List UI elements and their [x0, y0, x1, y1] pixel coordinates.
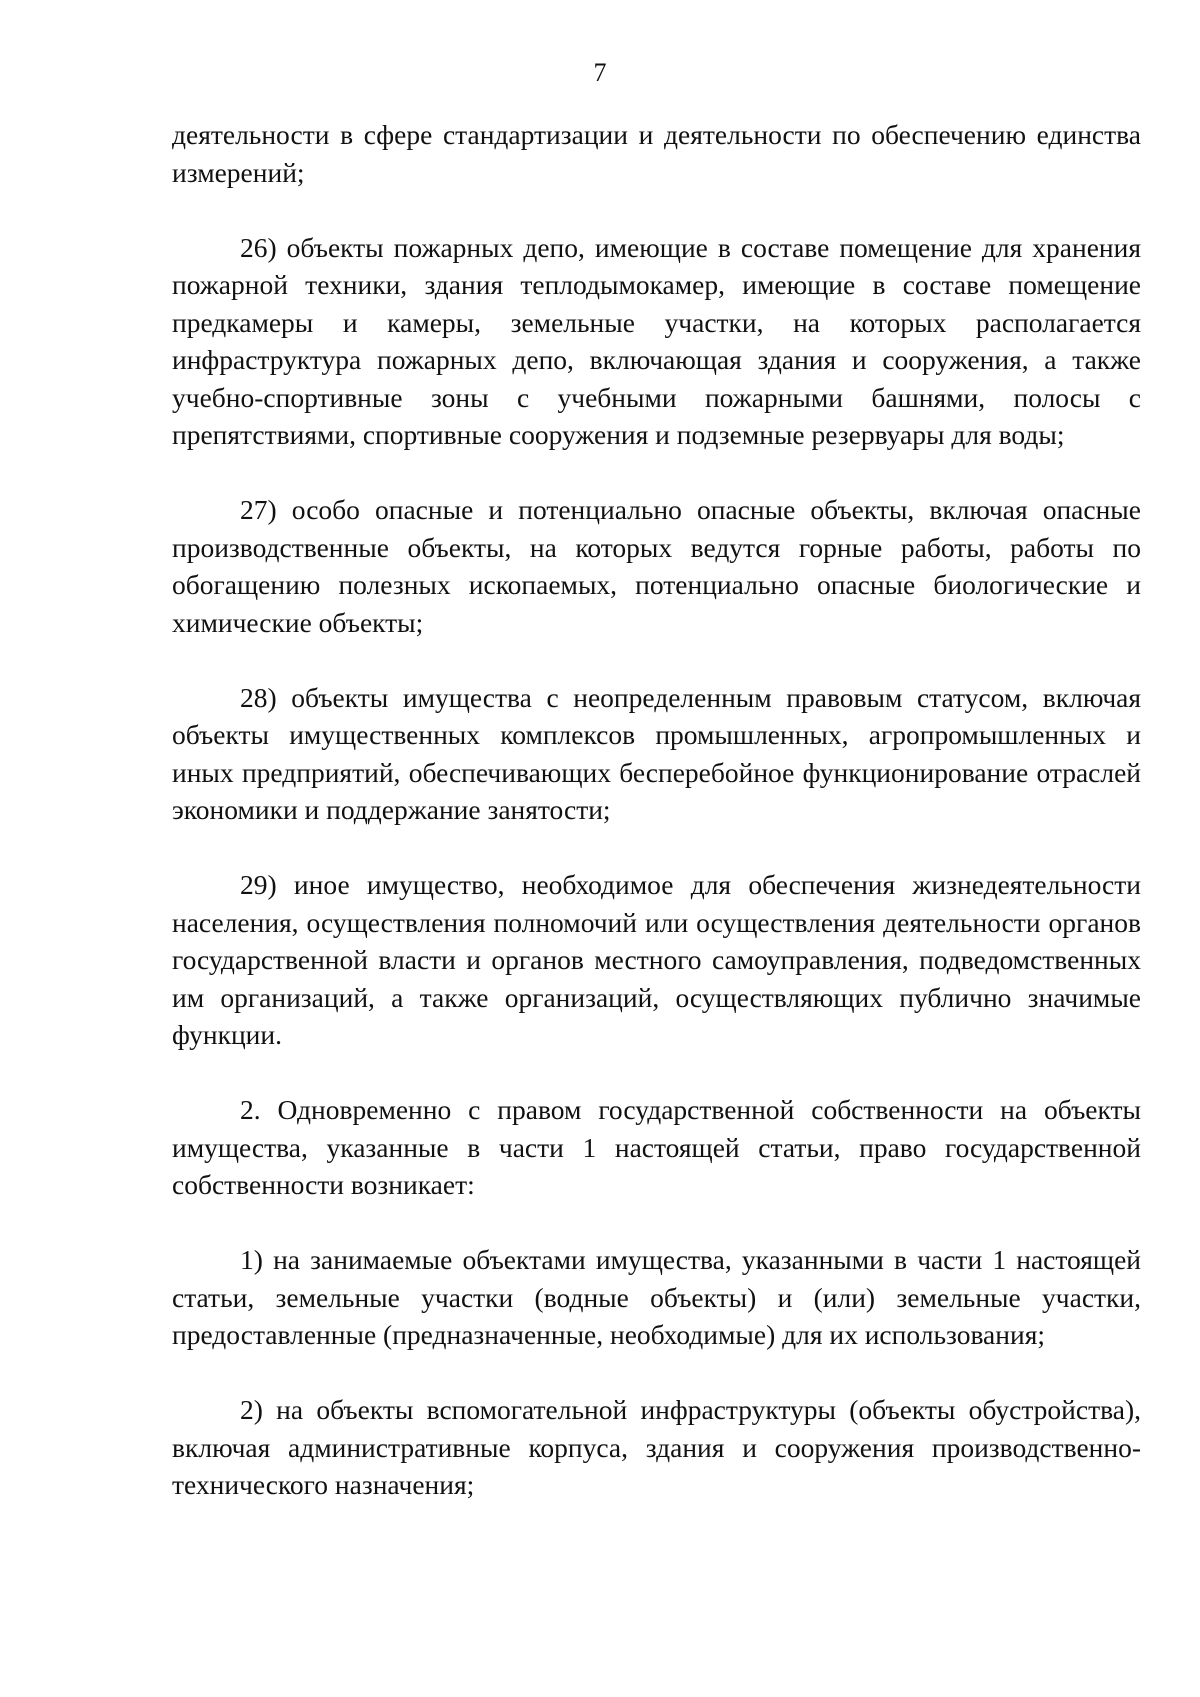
document-body — [172, 116, 1141, 1541]
paragraph-item-29: 29) иное имущество, необходимое для обеспечения жизнедеятельности населения, осуществления полномочий или осуществления деятельности органов государственной власти и органов местного самоуправления, подведомственных им организаций, а также организаций, осуществляющих публично значимые функции. — [172, 869, 1141, 1050]
page-number: 7 — [593, 58, 607, 87]
paragraph-item-28: 28) объекты имущества с неопределенным правовым статусом, включая объекты имущественных комплексов промышленных, агропромышленных и иных предприятий, обеспечивающих бесперебойное функционирование отраслей экономики и поддержание занятости; — [172, 681, 1141, 825]
paragraph-part-2-item-2: 2) на объекты вспомогательной инфраструктуры (объекты обустройства), включая административные корпуса, здания и сооружения производственно-технического назначения; — [172, 1394, 1141, 1500]
paragraph-continuation: деятельности в сфере стандартизации и деятельности по обеспечению единства измерений; — [172, 119, 1141, 188]
paragraph-part-2-item-1: 1) на занимаемые объектами имущества, указанными в части 1 настоящей статьи, земельные участки (водные объекты) и (или) земельные участки, предоставленные (предназначенные, необходимые) для их использования; — [172, 1244, 1141, 1350]
paragraph-item-27: 27) особо опасные и потенциально опасные объекты, включая опасные производственные объекты, на которых ведутся горные работы, работы по обогащению полезных ископаемых, потенциально опасные биологические и химические объекты; — [172, 494, 1141, 638]
paragraph-part-2: 2. Одновременно с правом государственной собственности на объекты имущества, указанные в части 1 настоящей статьи, право государственной собственности возникает: — [172, 1094, 1141, 1200]
paragraph-item-26: 26) объекты пожарных депо, имеющие в составе помещение для хранения пожарной техники, здания теплодымокамер, имеющие в составе помещение предкамеры и камеры, земельные участки, на которых располагается инфраструктура пожарных депо, включающая здания и сооружения, а также учебно-спортивные зоны с учебными пожарными башнями, полосы с препятствиями, спортивные сооружения и подземные резервуары для воды; — [172, 231, 1141, 450]
